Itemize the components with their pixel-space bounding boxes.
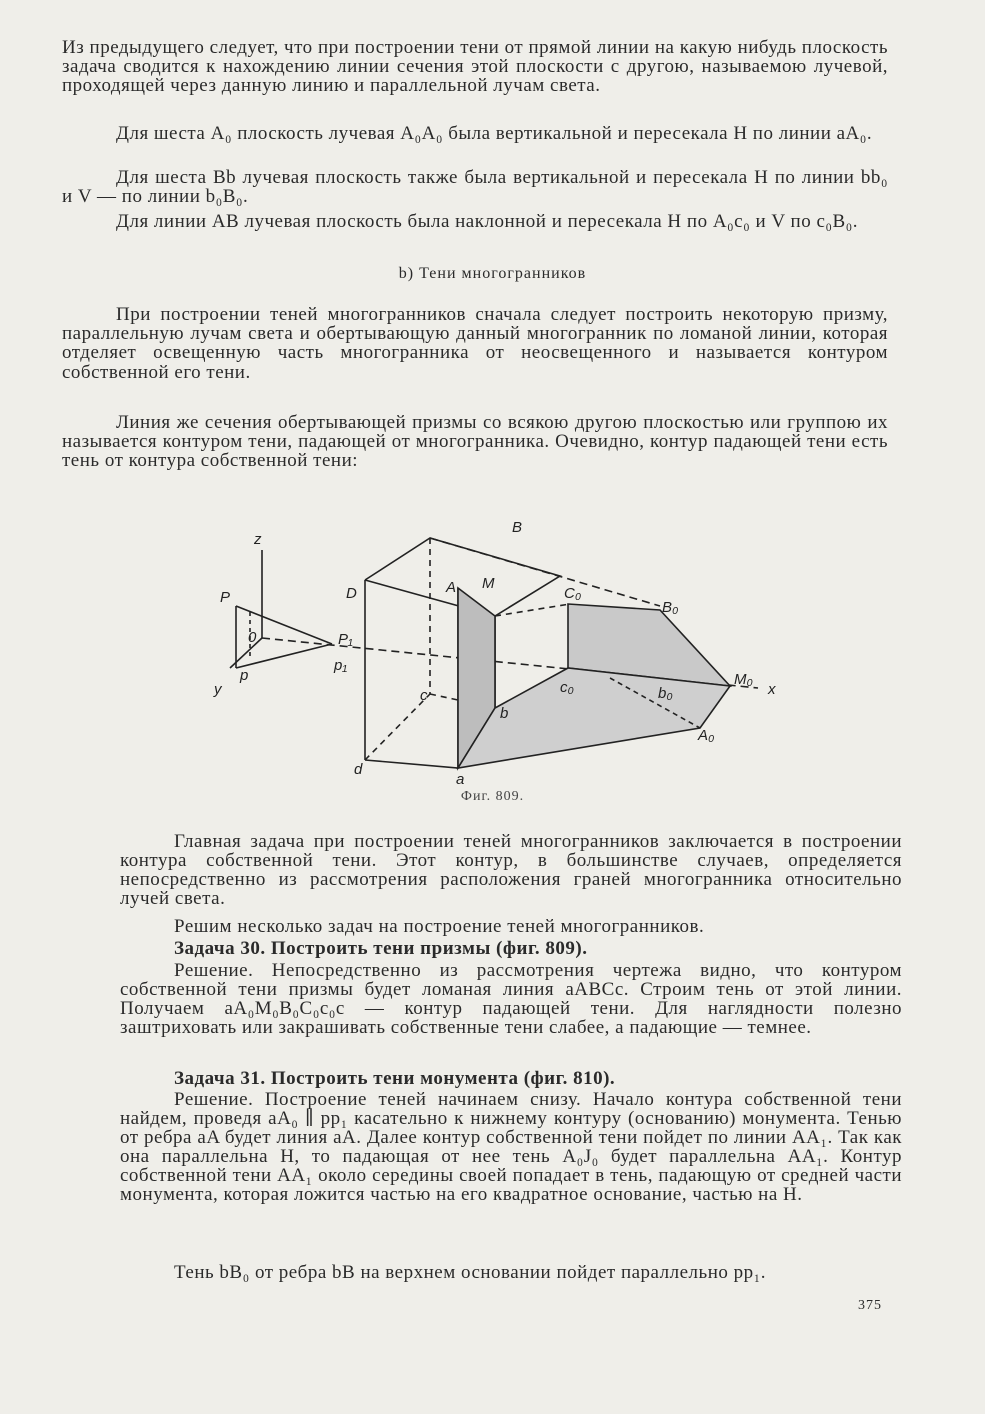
label-p: p [240,667,249,684]
label-z: z [254,531,262,548]
label-C0: C₀ [564,585,582,602]
label-O: 0 [248,629,257,646]
paragraph-task-30: Задача 30. Построить тени призмы (фиг. 809). [174,938,588,959]
paragraph-solution-30: Решение. Непосредственно из рассмотрения чертежа видно, что контуром собственной тени призмы будет ломаная линия aABCc. Строим тень от этой линии. Получаем aA₀M₀B₀C₀c₀c — контур падающей тени. Для наглядности полезно заштриховать или закрашивать собственные тени слабее, а падающие — темнее. [120,960,902,1039]
paragraph-solution-31: Решение. Построение теней начинаем снизу. Начало контура собственной тени найдем, проведя aA₀ ∥ pp₁ касательно к нижнему контуру (основанию) монумента. Тенью от ребра aA будет линия aA. Далее контур собственной тени пойдет по линии AA₁. Так как она параллельна H, то падающая от нее тень A₀J₀ будет параллельна AA₁. Контур собственной тени AA₁ около середины своей попадает в тень, падающую от средней части монумента, которая ложится частью на его квадратное основание, частью на H. [120,1089,902,1206]
paragraph-task-31: Задача 31. Построить тени монумента (фиг. 810). [174,1068,616,1089]
label-b0: b₀ [658,685,673,702]
paragraph-polyhedra-intro: При построении теней многогранников сначала следует построить некоторую призму, параллельную лучам света и обертывающую данный многогранник по ломаной линии, которая отделяет освещенную часть многогранника от неосвещенного и называется контуром собственной его тени. [62,304,888,383]
label-c: c [420,687,428,704]
page-number: 375 [858,1298,882,1313]
label-M: M [482,575,495,592]
label-M0: M₀ [734,671,753,688]
figure-caption: Фиг. 809. [460,789,525,804]
label-P: P [220,589,231,606]
label-c0: c₀ [560,679,574,696]
label-y: y [214,681,222,698]
paragraph-contour-definition: Линия же сечения обертывающей призмы со всякою другою плоскостью или группою их называется контуром тени, падающей от многогранника. Очевидно, контур падающей тени есть тень от контура собственной тени: [62,412,888,472]
label-B: B [512,519,523,536]
label-x: x [768,681,776,698]
paragraph-edge-bb: Тень bB₀ от ребра bB на верхнем основании пойдет параллельно pp₁. [174,1262,766,1283]
paragraph-line-ab: Для линии AB лучевая плоскость была наклонной и пересекала H по A₀c₀ и V по c₀B₀. [116,211,859,232]
label-A0: A₀ [698,727,715,744]
cast-shadow-horizontal [458,668,730,768]
paragraph-intro: Из предыдущего следует, что при построении тени от прямой линии на какую нибудь плоскость задача сводится к нахождению линии сечения этой плоскости с другою, называемою лучевой, проходящей через данную линию и параллельной лучам света. [62,37,888,97]
paragraph-pole-bb: Для шеста Bb лучевая плоскость также была вертикальной и пересекала H по линии bb₀ и V — по линии b₀B₀. [62,167,888,208]
label-B0: B₀ [662,599,679,616]
label-D: D [346,585,357,602]
label-a: a [456,771,465,788]
paragraph-pole-a0: Для шеста A₀ плоскость лучевая A₀A₀ была вертикальной и пересекала H по линии aA₀. [116,123,873,144]
label-A: A [446,579,457,596]
label-d: d [354,761,363,778]
paragraph-main-task: Главная задача при построении теней многогранников заключается в построении контура собственной тени. Этот контур, в большинстве случаев, определяется непосредственно из рассмотрения расположения граней многогранника относительно лучей света. [120,831,902,910]
label-P1: P₁ [338,631,353,648]
paragraph-solve-tasks: Решим несколько задач на построение теней многогранников. [174,916,705,937]
label-p1: p₁ [334,657,348,674]
label-b: b [500,705,509,722]
figure-809-prism-shadow [190,518,810,788]
section-heading: b) Тени многогранников [398,265,587,282]
